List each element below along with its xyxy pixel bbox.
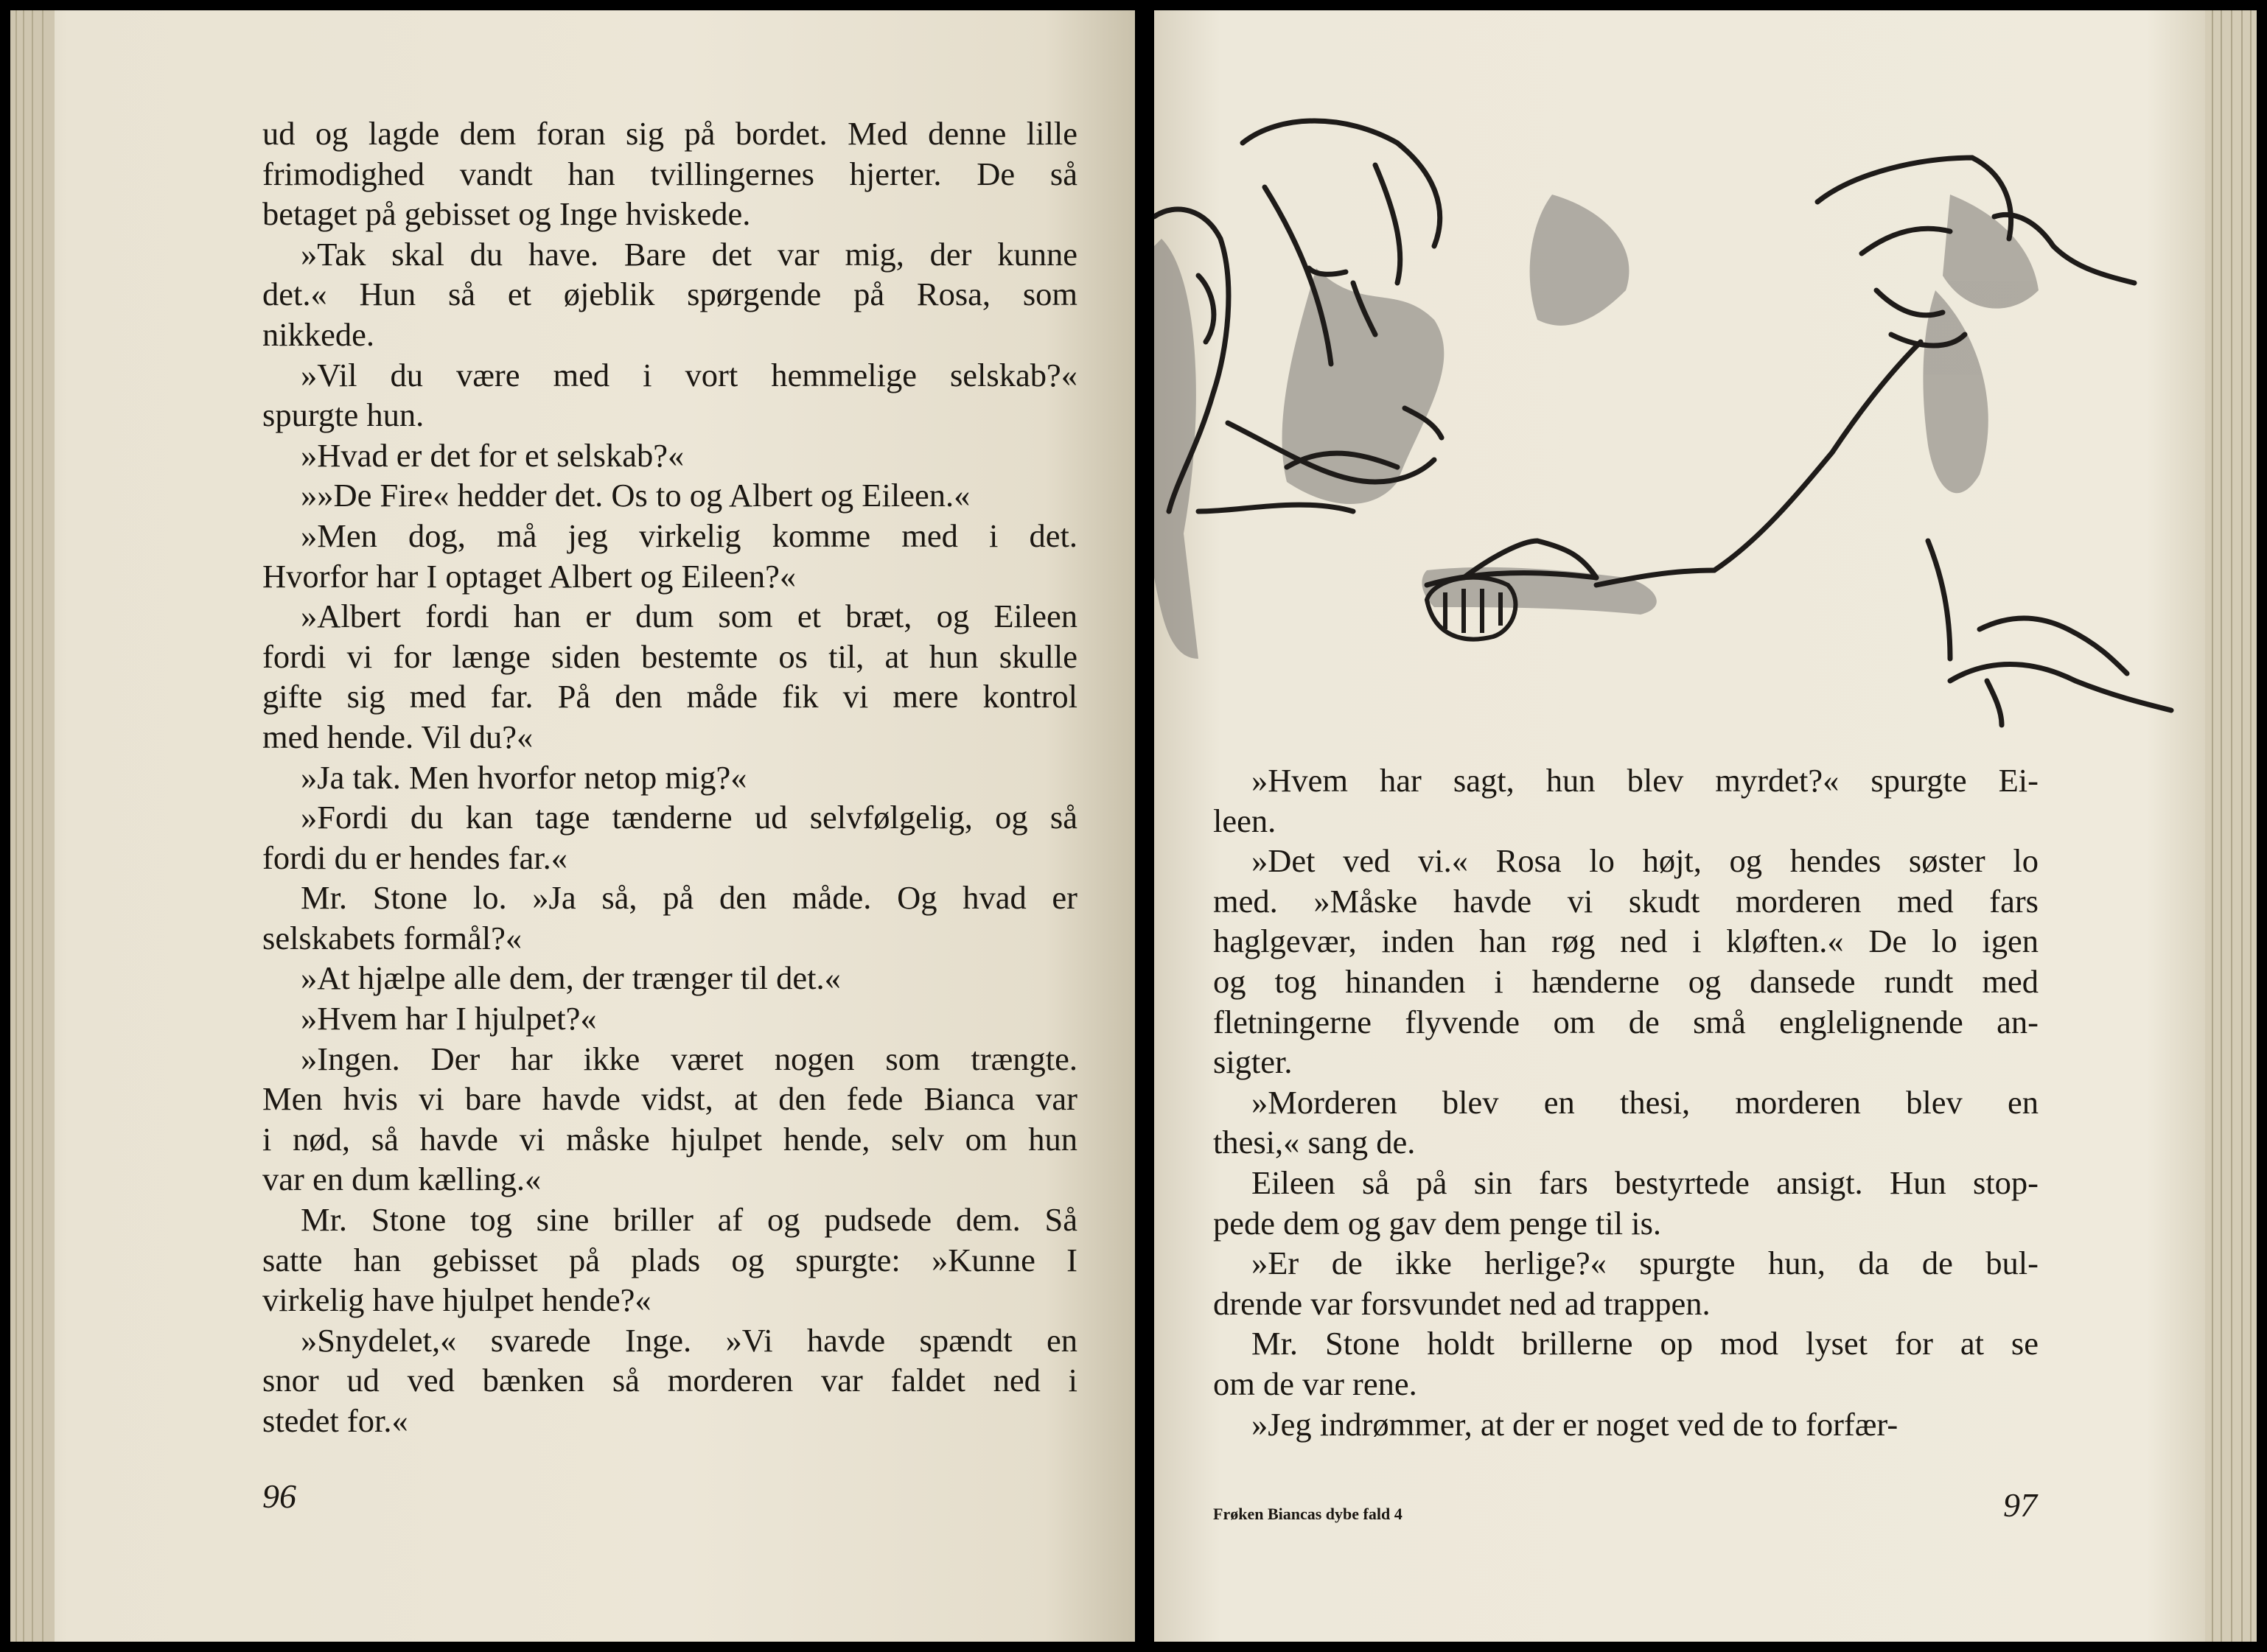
book-signature-footer: Frøken Biancas dybe fald 4	[1213, 1505, 1403, 1523]
text-line: spurgte hun.	[262, 396, 425, 434]
left-page-edge-icon	[10, 10, 55, 1642]
text-line: ud og lagde dem foran sig på bordet. Med denne lille	[262, 115, 1077, 152]
right-page	[1154, 10, 2257, 1642]
text-line: pede dem og gav dem penge til is.	[1213, 1204, 1662, 1242]
text-line: fordi du er hendes far.«	[262, 839, 567, 876]
text-line: »Albert fordi han er dum som et bræt, og Eileen	[301, 598, 1077, 635]
right-page-edge-icon	[2205, 10, 2257, 1642]
right-page-body-text	[1213, 760, 2039, 1444]
left-page-body-text	[262, 113, 1077, 1441]
text-line: nikkede.	[262, 315, 374, 353]
text-line: »Tak skal du have. Bare det var mig, der kunne	[301, 235, 1077, 273]
text-line: »Fordi du kan tage tænderne ud selvfølgelig, og så	[301, 799, 1077, 836]
text-line: Eileen så på sin fars bestyrtede ansigt. Hun stop-	[1251, 1163, 2039, 1201]
text-line: »Hvad er det for et selskab?«	[301, 436, 685, 474]
text-line: gifte sig med far. På den måde fik vi mere kontrol	[262, 678, 1077, 715]
text-line: leen.	[1213, 802, 1276, 839]
text-line: selskabets formål?«	[262, 919, 523, 956]
text-line: stedet for.«	[262, 1402, 408, 1439]
text-line: det.« Hun så et øjeblik spørgende på Rosa, som	[262, 276, 1077, 313]
text-line: om de var rene.	[1213, 1365, 1417, 1402]
text-line: fordi vi for længe siden bestemte os til, at hun skulle	[262, 637, 1077, 675]
text-line: »Er de ikke herlige?« spurgte hun, da de bul-	[1251, 1245, 2039, 1282]
text-line: betaget på gebisset og Inge hviskede.	[262, 195, 751, 233]
text-line: var en dum kælling.«	[262, 1161, 542, 1198]
text-line: Mr. Stone holdt brillerne op mod lyset for at se	[1251, 1325, 2039, 1362]
text-line: frimodighed vandt han tvillingernes hjerter. De så	[262, 155, 1077, 192]
text-line: »At hjælpe alle dem, der trænger til det.«	[301, 959, 841, 997]
text-line: thesi,« sang de.	[1213, 1124, 1416, 1161]
text-line: sigter.	[1213, 1043, 1293, 1081]
text-line: »Hvem har sagt, hun blev myrdet?« spurgte Ei-	[1251, 762, 2039, 799]
text-line: og tog hinanden i hænderne og dansede rundt med	[1213, 962, 2039, 1000]
text-line: Mr. Stone lo. »Ja så, på den måde. Og hvad er	[301, 879, 1077, 917]
text-line: »Snydelet,« svarede Inge. »Vi havde spændt en	[301, 1321, 1077, 1359]
text-line: i nød, så havde vi måske hjulpet hende, selv om hun	[262, 1120, 1077, 1158]
text-line: »Vil du være med i vort hemmelige selskab?«	[301, 356, 1077, 393]
text-line: »Ingen. Der har ikke været nogen som trængte.	[301, 1040, 1077, 1077]
text-line: »Hvem har I hjulpet?«	[301, 1000, 597, 1037]
ink-illustration-icon	[1154, 99, 2186, 732]
text-line: fletningerne flyvende om de små englelignende an-	[1213, 1003, 2039, 1040]
text-line: »Morderen blev en thesi, morderen blev en	[1251, 1083, 2039, 1121]
text-line: med hende. Vil du?«	[262, 718, 534, 755]
text-line: »»De Fire« hedder det. Os to og Albert og Eileen.«	[301, 477, 971, 514]
text-line: drende var forsvundet ned ad trappen.	[1213, 1284, 1711, 1322]
text-line: satte han gebisset på plads og spurgte: »Kunne I	[262, 1241, 1077, 1278]
text-line: snor ud ved bænken så morderen var faldet ned i	[262, 1362, 1077, 1399]
page-number-right: 97	[2003, 1486, 2037, 1524]
text-line: med. »Måske havde vi skudt morderen med fars	[1213, 882, 2039, 920]
page-number-left: 96	[262, 1477, 296, 1515]
text-line: Mr. Stone tog sine briller af og pudsede dem. Så	[301, 1201, 1077, 1239]
text-line: haglgevær, inden han røg ned i kløften.« De lo igen	[1213, 923, 2039, 960]
text-line: Men hvis vi bare havde vidst, at den fede Bianca var	[262, 1080, 1077, 1118]
left-page	[10, 10, 1135, 1642]
text-line: »Men dog, må jeg virkelig komme med i det.	[301, 517, 1077, 554]
text-line: »Ja tak. Men hvorfor netop mig?«	[301, 758, 747, 796]
text-line: »Det ved vi.« Rosa lo højt, og hendes søster lo	[1251, 842, 2039, 880]
text-line: virkelig have hjulpet hende?«	[262, 1281, 652, 1319]
text-line: Hvorfor har I optaget Albert og Eileen?«	[262, 557, 797, 595]
text-line: »Jeg indrømmer, at der er noget ved de to forfær-	[1251, 1405, 1899, 1443]
